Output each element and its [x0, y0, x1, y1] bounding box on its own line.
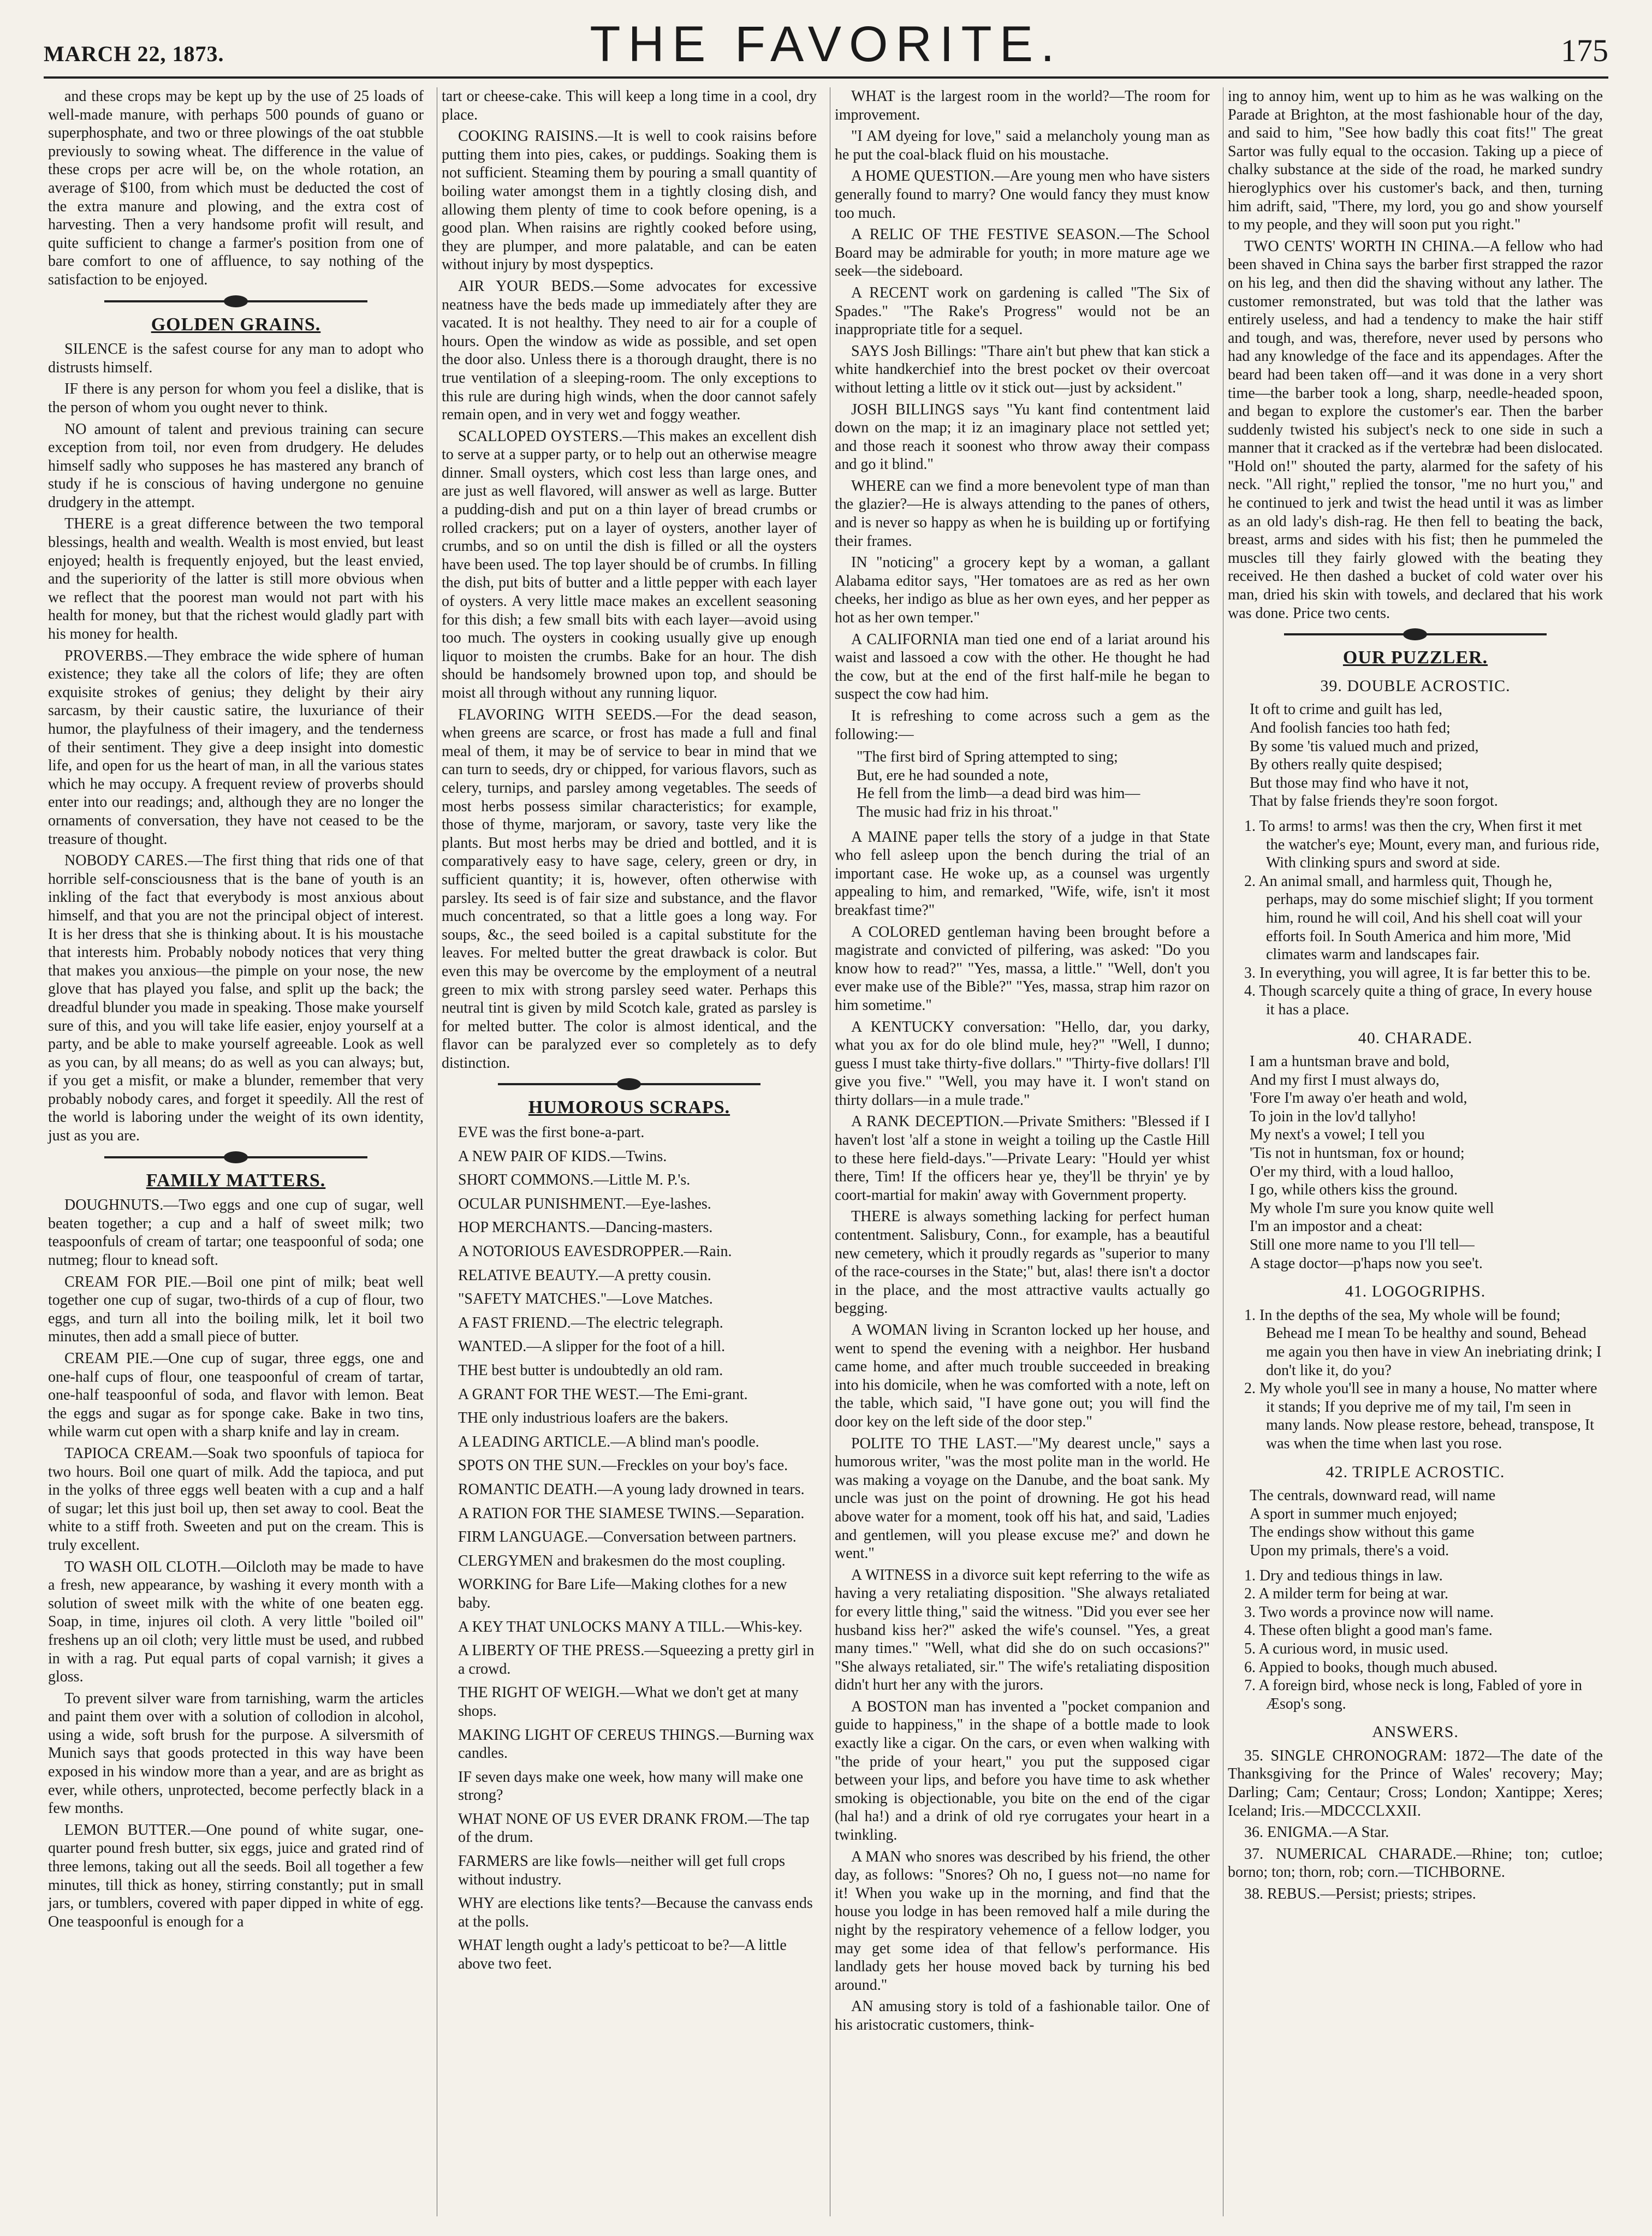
- scrap-item: MAKING LIGHT OF CEREUS THINGS.—Burning wax candles.: [458, 1726, 815, 1762]
- paragraph: It is refreshing to come across such a gem as the following:—: [835, 707, 1210, 743]
- scrap-item: WHAT length ought a lady's petticoat to be?—A little above two feet.: [458, 1937, 787, 1973]
- paragraph: A RECENT work on gardening is called "The Six of Spades." "The Rake's Progress" would not be an inappropriate title for a sequel.: [835, 284, 1210, 338]
- section-heading-humorous-scraps: HUMOROUS SCRAPS.: [528, 1097, 730, 1118]
- column-3: [830, 87, 1214, 2216]
- paragraph: A CALIFORNIA man tied one end of a lariat around his waist and lassoed a cow with the other. He thought he had the cow, but at the end of the first half-mile he began to suspect the cow had him.: [835, 631, 1210, 703]
- paragraph: A BOSTON man has invented a "pocket companion and guide to happiness," in the shape of a bottle made to look exactly like a cigar. On the cars, or even when walking with "the pride of your heart," you put the supposed cigar between your lips, and before you have time to ask whether smoking is objectionable, you bite on the end of the cigar (hal ha!) and a drink of old rye corrugates your heart in a twinkling.: [835, 1698, 1210, 1844]
- paragraph: IF there is any person for whom you feel a dislike, that is the person of whom you ought never to think.: [48, 380, 424, 416]
- scrap-item: EVE was the first bone-a-part.: [458, 1124, 645, 1141]
- section-heading-family-matters: FAMILY MATTERS.: [146, 1170, 326, 1191]
- scrap-item: OCULAR PUNISHMENT.—Eye-lashes.: [458, 1195, 711, 1212]
- scrap-item: THE only industrious loafers are the bakers.: [458, 1410, 729, 1427]
- scrap-item: A FAST FRIEND.—The electric telegraph.: [458, 1314, 723, 1331]
- newspaper-title: THE FAVORITE.: [590, 16, 1062, 72]
- verse-line: A sport in summer much enjoyed;: [1250, 1505, 1458, 1523]
- list-item: 5. A curious word, in music used.: [1244, 1640, 1449, 1657]
- scrap-item: WHY are elections like tents?—Because the canvass ends at the polls.: [458, 1895, 813, 1930]
- scrap-item: ROMANTIC DEATH.—A young lady drowned in tears.: [458, 1480, 805, 1498]
- list-item: 4. Though scarcely quite a thing of grace, In every house it has a place.: [1244, 983, 1592, 1018]
- puzzle-heading: 40. CHARADE.: [1358, 1028, 1473, 1047]
- paragraph: A RANK DECEPTION.—Private Smithers: "Blessed if I haven't lost 'alf a stone in weight a toiling up the Castle Hill to these here field-days."—Private Leary: "Hould yer whist there, Tim! If the officers hear ye, they'll be thryin' ye by coort-martial for makin' away with Government property.: [835, 1113, 1210, 1204]
- paragraph: THERE is a great difference between the two temporal blessings, health and wealth. Wealth is most envied, but least enjoyed; health is frequently enjoyed, but the least envied, and the superiority of the latter is still more obvious when we reflect that the poorest man would not part with his health for money, but that the richest would gladly part with his money for health.: [48, 515, 424, 643]
- scrap-item: A NEW PAIR OF KIDS.—Twins.: [458, 1147, 667, 1165]
- paragraph: SILENCE is the safest course for any man to adopt who distrusts himself.: [48, 341, 424, 376]
- verse-line: Upon my primals, there's a void.: [1250, 1542, 1449, 1559]
- verse-line: It oft to crime and guilt has led,: [1250, 701, 1443, 718]
- paragraph: COOKING RAISINS.—It is well to cook raisins before putting them into pies, cakes, or puddings. Soaking them is not sufficient. Steaming them by pouring a small quantity of boiling water amongst them in a tightly closing dish, and allowing them plenty of time to cook before opening, is a good plan. When raisins are rightly cooked before using, they are plumper, and more palatable, and can be eaten without injury by most dyspeptics.: [442, 128, 817, 273]
- column-1: [44, 87, 428, 2216]
- scrap-item: A KEY THAT UNLOCKS MANY A TILL.—Whis-key.: [458, 1618, 803, 1636]
- verse-line: But those may find who have it not,: [1250, 774, 1469, 792]
- verse-line: I'm an impostor and a cheat:: [1250, 1218, 1423, 1235]
- verse-line: The centrals, downward read, will name: [1250, 1487, 1496, 1504]
- section-rule: [1284, 633, 1547, 635]
- list-item: 1. To arms! to arms! was then the cry, When first it met the watcher's eye; Mount, every man, and furious ride, With clinking spurs and sword at side.: [1244, 817, 1600, 872]
- paragraph: SCALLOPED OYSTERS.—This makes an excellent dish to serve at a supper party, or to help out an otherwise meagre dinner. Small oysters, which cost less than large ones, and are just as well flavored, will answer as well as large. Butter a pudding-dish and put on a thin layer of bread crumbs or rolled crackers; put on a layer of oysters, another layer of crumbs, and so on until the dish is filled or all the oysters have been used. The top layer should be of crumbs. In filling the dish, put bits of butter and a little pepper with each layer of oysters. A very little mace makes an excellent seasoning for this dish; a few small bits with each layer—avoid using too much. The oysters in cooking usually give up enough liquor to moisten the crumbs. Bake for an hour. The dish should be handsomely browned upon top, and should be moist all through without any running liquor.: [442, 427, 817, 701]
- puzzle-heading: 39. DOUBLE ACROSTIC.: [1320, 676, 1511, 695]
- verse-line: A stage doctor—p'haps now you see't.: [1250, 1254, 1483, 1272]
- paragraph: POLITE TO THE LAST.—"My dearest uncle," says a humorous writer, "was the most polite man in the world. He was making a voyage on the Danube, and the boat sank. My uncle was just on the point of drowning. He got his head above water for a moment, took off his hat, and said, 'Ladies and gentlemen, will you please excuse me?' and down he went.": [835, 1435, 1210, 1562]
- list-item: 7. A foreign bird, whose neck is long, Fabled of yore in Æsop's song.: [1244, 1677, 1583, 1712]
- verse-line: "The first bird of Spring attempted to sing;: [857, 748, 1118, 766]
- verse-line: And foolish fancies too hath fed;: [1250, 719, 1451, 736]
- paragraph: A HOME QUESTION.—Are young men who have sisters generally found to marry? One would fancy they must know too much.: [835, 168, 1210, 222]
- verse-line: He fell from the limb—a dead bird was him—: [857, 785, 1140, 802]
- scrap-item: IF seven days make one week, how many will make one strong?: [458, 1768, 804, 1804]
- scrap-item: SPOTS ON THE SUN.—Freckles on your boy's face.: [458, 1457, 788, 1474]
- paragraph: FLAVORING WITH SEEDS.—For the dead season, when greens are scarce, or frost has made a full and final meal of them, it may be of service to bear in mind that we can turn to seeds, dry or chipped, for various flavors, such as celery, turnips, and parsley among vegetables. The seeds of most herbs possess similar characteristics; for example, those of thyme, marjoram, or savory, taste very like the plants. But most herbs may be dried and bottled, and it is comparatively easy to have sage, celery, green or dry, in sufficient quantity; it is, however, often otherwise with parsley. Its seed is of fair size and substance, and the flavor much concentrated, so that a little goes a long way. For soups, &c., the seed boiled is a capital substitute for the leaves. For melted butter the great drawback is color. But even this may be overcome by the employment of a neutral green to mix with strong parsley seed water. Perhaps this neutral tint is given by mild Scotch kale, grated as parsley is for melted butter. The color is almost identical, and the flavor can be paralyzed ever so completely as to defy distinction.: [442, 706, 817, 1072]
- list-item: 2. An animal small, and harmless quit, Though he, perhaps, may do some mischief slight; If you torment him, round he will coil, And his shell coat will your efforts foil. In South America and him more, 'Mid climates warm and landscapes fair.: [1244, 872, 1594, 964]
- paragraph: WHAT is the largest room in the world?—The room for improvement.: [835, 88, 1210, 123]
- answer-item: 35. SINGLE CHRONOGRAM: 1872—The date of the Thanksgiving for the Prince of Wales' recovery; May; Darling; Cam; Centaur; Cross; London; Xantippe; Xeres; Iceland; Iris.—MDCCCLXXII.: [1228, 1747, 1603, 1819]
- verse-line: But, ere he had sounded a note,: [857, 766, 1049, 784]
- answers-heading: ANSWERS.: [1372, 1723, 1459, 1741]
- paragraph: CREAM PIE.—One cup of sugar, three eggs, one and one-half cups of flour, one teaspoonful of cream of tartar, one-half teaspoonful of soda, and flavor with lemon. Beat the eggs and sugar as for sponge cake. Bake in two tins, while warm cut open with a sharp knife and lay in cream.: [48, 1350, 424, 1441]
- scrap-item: A GRANT FOR THE WEST.—The Emi-grant.: [458, 1385, 748, 1403]
- paragraph: To prevent silver ware from tarnishing, warm the articles and paint them over with a solution of collodion in alcohol, using a wide, soft brush for the purpose. A silversmith of Munich says that goods protected in this way have been exposed in his window more than a year, and are as bright as ever, while others, unprotected, become perfectly black in a few months.: [48, 1690, 424, 1817]
- paragraph: NO amount of talent and previous training can secure exception from toil, nor even from drudgery. He deludes himself sadly who supposes he has mastered any branch of study if he is conscious of having undergone no genuine drudgery in the attempt.: [48, 420, 424, 511]
- paragraph: THERE is always something lacking for perfect human contentment. Salisbury, Conn., for example, has a beautiful new cemetery, which it proudly regards as "superior to many of the race-courses in the State;" but, alas! there isn't a doctor in the place, and the most attractive vaults actually go begging.: [835, 1208, 1210, 1317]
- list-item: 2. My whole you'll see in many a house, No matter where it stands; If you deprive me of my tail, I'm seen in many lands. Now please restore, behead, transpose, It was when the time when last you rose.: [1244, 1380, 1597, 1452]
- paragraph: tart or cheese-cake. This will keep a long time in a cool, dry place.: [442, 88, 817, 123]
- paragraph: A MAN who snores was described by his friend, the other day, as follows: "Snores? Oh no, I guess not—no name for it! When you wake up in the morning, and find that the house you lodge in has been removed half a mile during the night by the respiratory vehemence of a fellow lodger, you may get some idea of that fellow's performance. His landlady gets her house moved back by turning his bed around.": [835, 1848, 1210, 1994]
- section-heading-our-puzzler: OUR PUZZLER.: [1342, 647, 1488, 668]
- list-item: 1. Dry and tedious things in law.: [1244, 1567, 1443, 1584]
- verse-line: My next's a vowel; I tell you: [1250, 1126, 1425, 1144]
- scrap-item: WHAT NONE OF US EVER DRANK FROM.—The tap of the drum.: [458, 1810, 810, 1846]
- section-rule: [104, 1156, 367, 1158]
- paragraph: and these crops may be kept up by the use of 25 loads of well-made manure, with perhaps 500 pounds of guano or superphosphate, and two or three plowings of the oat stubble previously to sowing wheat. The difference in the value of these crops per acre will be, on the whole rotation, an average of $100, from which must be deducted the cost of the extra manure and plowing, and the extra cost of harvesting. Then a very handsome profit will result, and quite sufficient to change a farmer's position from one of bare comfort to one of affluence, to say nothing of the satisfaction to be enjoyed.: [48, 88, 424, 288]
- verse: [1228, 700, 1603, 811]
- answer-item: 37. NUMERICAL CHARADE.—Rhine; ton; cutloe; borno; ton; thorn, rob; corn.—TICHBORNE.: [1228, 1845, 1603, 1881]
- scrap-item: THE RIGHT OF WEIGH.—What we don't get at many shops.: [458, 1684, 799, 1720]
- scrap-item: A NOTORIOUS EAVESDROPPER.—Rain.: [458, 1243, 732, 1260]
- verse-line: The endings show without this game: [1250, 1524, 1475, 1541]
- paragraph: TAPIOCA CREAM.—Soak two spoonfuls of tapioca for two hours. Boil one quart of milk. Add the tapioca, and put in the yolks of three eggs well beaten with a cup and a half of sugar; let this just boil up, then set away to cool. Beat the white to a stiff froth. Sweeten and put on the cream. This is truly excellent.: [48, 1444, 424, 1554]
- numbered-list: [1228, 817, 1603, 1019]
- verse-line: I go, while others kiss the ground.: [1250, 1181, 1458, 1199]
- column-2: [437, 87, 821, 2216]
- verse-line: That by false friends they're soon forgot.: [1250, 793, 1498, 810]
- verse-line: The music had friz in his throat.": [857, 803, 1059, 820]
- page-number: 175: [1561, 33, 1608, 68]
- paragraph: A WOMAN living in Scranton locked up her house, and went to spend the evening with a neighbor. Her husband came home, and after much trouble succeeded in breaking into his domicile, when he was comforted with a note, left on the table, which said, "I have gone out; you will find the door key on the left side of the door step.": [835, 1322, 1210, 1430]
- paragraph: NOBODY CARES.—The first thing that rids one of that horrible self-consciousness that is the bane of youth is an inkling of the fact that everybody is most anxious about himself, and that you are not the principal object of interest. It is her dress that she is thinking about. It is his moustache that interests him. Probably nobody notices that very thing that makes you anxious—the pimple on your nose, the new glove that has played you false, and split up the back; the dreadful blunder you made in speaking. Those make yourself sure of this, and you will take life easier, enjoy yourself at a party, and be able to make yourself agreeable. Look as well as you can, by all means; do as well as you can always; but, if you get a misfit, or make a blunder, remember that very probably nobody cares, and forget it speedily. All the rest of the world is laboring under the weight of its own identity, just as you are.: [48, 852, 424, 1145]
- verse-line: 'Tis not in huntsman, fox or hound;: [1250, 1145, 1465, 1162]
- puzzle-heading: 41. LOGOGRIPHS.: [1345, 1282, 1486, 1301]
- verse-line: To join in the lov'd tallyho!: [1250, 1108, 1417, 1125]
- verse-line: 'Fore I'm away o'er heath and wold,: [1250, 1090, 1467, 1107]
- verse-line: And my first I must always do,: [1250, 1071, 1440, 1089]
- list-item: 6. Appied to books, though much abused.: [1244, 1658, 1498, 1676]
- puzzle-heading: 42. TRIPLE ACROSTIC.: [1326, 1462, 1505, 1481]
- issue-date: MARCH 22, 1873.: [44, 41, 224, 66]
- masthead: [44, 11, 1608, 79]
- list-item: 2. A milder term for being at war.: [1244, 1585, 1449, 1603]
- answer-item: 36. ENIGMA.—A Star.: [1244, 1824, 1389, 1841]
- list-item: 1. In the depths of the sea, My whole will be found; Behead me I mean To be healthy and sound, Behead me again you then have in view An inebriating drink; I don't like it, do you?: [1244, 1306, 1602, 1379]
- paragraph: PROVERBS.—They embrace the wide sphere of human existence; they take all the colors of life; they are often exquisite strokes of genius; they delight by their airy sarcasm, by their caustic satire, the luxuriance of their humor, the playfulness of their imagery, and the tenderness of their sentiment. They give a deep insight into domestic life, and open for us the heart of man, in all the various states which he may occupy. A frequent review of proverbs should enter into our readings; and, although they are no longer the ornaments of conversation, they have not ceased to be the treasure of thought.: [48, 647, 424, 848]
- paragraph: ing to annoy him, went up to him as he was walking on the Parade at Brighton, at the most fashionable hour of the day, and said to him, "See how badly this coat fits!" The great Sartor was fully equal to the occasion. Taking up a piece of chalky substance at the side of the road, he marked sundry hieroglyphics over his customer's back, and then, turning him adrift, said, "There, my lord, you go and show yourself to my people, and they will soon put you right.": [1228, 88, 1603, 234]
- verse: [835, 748, 1210, 821]
- scrap-item: A RATION FOR THE SIAMESE TWINS.—Separation.: [458, 1504, 805, 1522]
- paragraph: A RELIC OF THE FESTIVE SEASON.—The School Board may be admirable for youth; in more mature age we seek—the sideboard.: [835, 226, 1210, 280]
- verse: [1228, 1052, 1603, 1272]
- numbered-list: [1228, 1567, 1603, 1714]
- verse-line: Still one more name to you I'll tell—: [1250, 1236, 1475, 1254]
- columns: [44, 87, 1608, 2216]
- paragraph: IN "noticing" a grocery kept by a woman, a gallant Alabama editor says, "Her tomatoes are as red as her own cheeks, her indigo as blue as her own eyes, and her pepper as hot as her own temper.": [835, 554, 1210, 627]
- section-rule: [104, 300, 367, 302]
- paragraph: DOUGHNUTS.—Two eggs and one cup of sugar, well beaten together; a cup and a half of sweet milk; two teaspoonfuls of cream of tartar; one teaspoonful of soda; one nutmeg; flour to knead soft.: [48, 1197, 424, 1269]
- scrap-item: WORKING for Bare Life—Making clothes for a new baby.: [458, 1576, 787, 1611]
- column-4: [1223, 87, 1607, 2216]
- scrap-item: A LIBERTY OF THE PRESS.—Squeezing a pretty girl in a crowd.: [458, 1642, 815, 1678]
- verse-line: By some 'tis valued much and prized,: [1250, 738, 1479, 755]
- scrap-item: RELATIVE BEAUTY.—A pretty cousin.: [458, 1266, 711, 1284]
- paragraph: A COLORED gentleman having been brought before a magistrate and convicted of pilfering, was asked: "Do you know how to read?" "Yes, massa, a little." "Well, don't you ever make use of the Bible?" "Yes, massa, strap him razor on him sometime.": [835, 923, 1210, 1014]
- list-item: 3. In everything, you will agree, It is far better this to be.: [1244, 964, 1591, 982]
- list-item: 4. These often blight a good man's fame.: [1244, 1622, 1493, 1639]
- list-item: 3. Two words a province now will name.: [1244, 1603, 1494, 1621]
- answer-item: 38. REBUS.—Persist; priests; stripes.: [1244, 1886, 1476, 1903]
- scrap-item: SHORT COMMONS.—Little M. P.'s.: [458, 1171, 691, 1189]
- paragraph: CREAM FOR PIE.—Boil one pint of milk; beat well together one cup of sugar, two-thirds of a cup of flour, two eggs, and turn all into the boiling milk, let it boil two minutes, then add a small piece of butter.: [48, 1273, 424, 1346]
- verse: [1228, 1486, 1603, 1560]
- scrap-item: CLERGYMEN and brakesmen do the most coupling.: [458, 1552, 786, 1569]
- section-rule: [498, 1083, 760, 1085]
- paragraph: TWO CENTS' WORTH IN CHINA.—A fellow who had been shaved in China says the barber first strapped the razor on his leg, and then did the shaving without any lather. The customer remonstrated, but was told that the lather was entirely useless, and had a tendency to make the hair stiff and tough, and was, therefore, never used by persons who had any knowledge of the face and its appendages. After the beard had been taken off—and it was done in a very short time—the barber took a long, sharp, needle-headed spoon, and began to explore the customer's ear. Then the barber suddenly twisted his subject's neck to one side in such a manner that it cracked as if the vertebræ had been dislocated. "Hold on!" shouted the party, alarmed for the safety of his neck. "All right," replied the tonsor, "me no hurt you," and he continued to jerk and twist the head until it was as limber as an old lady's dish-rag. He then fell to beating the back, breast, arms and sides with his fist; then he pummeled the muscles till they fairly glowed with the beating they received. He then dashed a bucket of cold water over his man, dried his skin with towels, and declared that his work was done. Price two cents.: [1228, 237, 1603, 622]
- scrap-item: FIRM LANGUAGE.—Conversation between partners.: [458, 1529, 797, 1546]
- scrap-item: WANTED.—A slipper for the foot of a hill.: [458, 1338, 726, 1355]
- paragraph: A MAINE paper tells the story of a judge in that State who fell asleep upon the bench during the trial of an important case. He woke up, as a counsel was urgently appealing to him, and remarked, "Wife, wife, isn't it most breakfast time?": [835, 828, 1210, 919]
- paragraph: A WITNESS in a divorce suit kept referring to the wife as having a very retaliating disposition. "She always retaliated for every little thing," said the witness. "Did you ever see her husband kiss her?" asked the wife's counsel. "Yes, a great many times." "Well, what did she do on such occasions?" "She always retaliated, sir." The wife's retaliating disposition didn't hurt her any with the jurors.: [835, 1566, 1210, 1694]
- verse-line: O'er my third, with a loud halloo,: [1250, 1163, 1454, 1180]
- paragraph: TO WASH OIL CLOTH.—Oilcloth may be made to have a fresh, new appearance, by washing it every month with a solution of sweet milk with the white of one beaten egg. Soap, in time, injures oil cloth. A very little "boiled oil" freshens up an oil cloth; very little must be used, and rubbed in with a rag. Put equal parts of copal varnish; it gives a gloss.: [48, 1558, 424, 1686]
- verse-line: By others really quite despised;: [1250, 756, 1443, 774]
- paragraph: WHERE can we find a more benevolent type of man than the glazier?—He is always attending to the panes of others, and is never so happy as when he is building up or fortifying their frames.: [835, 477, 1210, 550]
- section-heading-golden-grains: GOLDEN GRAINS.: [151, 314, 321, 335]
- paragraph: AN amusing story is told of a fashionable tailor. One of his aristocratic customers, think-: [835, 1998, 1210, 2033]
- paragraph: LEMON BUTTER.—One pound of white sugar, one-quarter pound fresh butter, six eggs, juice and grated rind of three lemons, taking out all the seeds. Boil all together a few minutes, till thick as honey, stirring constantly; put in small jars, or tumblers, covered with paper dipped in white of egg. One teaspoonful is enough for a: [48, 1821, 424, 1930]
- scrap-item: A LEADING ARTICLE.—A blind man's poodle.: [458, 1433, 759, 1450]
- paragraph: AIR YOUR BEDS.—Some advocates for excessive neatness have the beds made up immediately after they are vacated. It is not healthy. They need to air for a couple of hours. Open the window as wide as possible, and set open the door also. Unless there is a thorough draught, there is no true ventilation of a sleeping-room. The only exceptions to this rule are during high winds, when the door cannot safely remain open, and in very wet and foggy weather.: [442, 277, 817, 424]
- paragraph: JOSH BILLINGS says "Yu kant find contentment laid down on the map; it iz an imaginary place not settled yet; and those reach it soonest who throw away their compass and go it blind.": [835, 401, 1210, 473]
- scrap-item: THE best butter is undoubtedly an old ram.: [458, 1362, 723, 1379]
- paragraph: SAYS Josh Billings: "Thare ain't but phew that kan stick a white handkerchief into the brest pocket ov their overcoat without letting a little ov it stick out—just by acksident.": [835, 342, 1210, 396]
- scrap-item: "SAFETY MATCHES."—Love Matches.: [458, 1291, 713, 1308]
- scrap-item: FARMERS are like fowls—neither will get full crops without industry.: [458, 1853, 786, 1888]
- paragraph: A KENTUCKY conversation: "Hello, dar, you darky, what you ax for do ole blind mule, hey?" "Well, I dunno; guess I must take thirty-five dollars." "Thirty-five dollars! I'll give you five." "Well, you may have it. I won't stand on thirty dollars—in a mule trade.": [835, 1018, 1210, 1109]
- numbered-list: [1228, 1306, 1603, 1453]
- verse-line: I am a huntsman brave and bold,: [1250, 1053, 1450, 1071]
- scrap-item: HOP MERCHANTS.—Dancing-masters.: [458, 1219, 713, 1236]
- paragraph: "I AM dyeing for love," said a melancholy young man as he put the coal-black fluid on his moustache.: [835, 128, 1210, 163]
- verse-line: My whole I'm sure you know quite well: [1250, 1199, 1494, 1217]
